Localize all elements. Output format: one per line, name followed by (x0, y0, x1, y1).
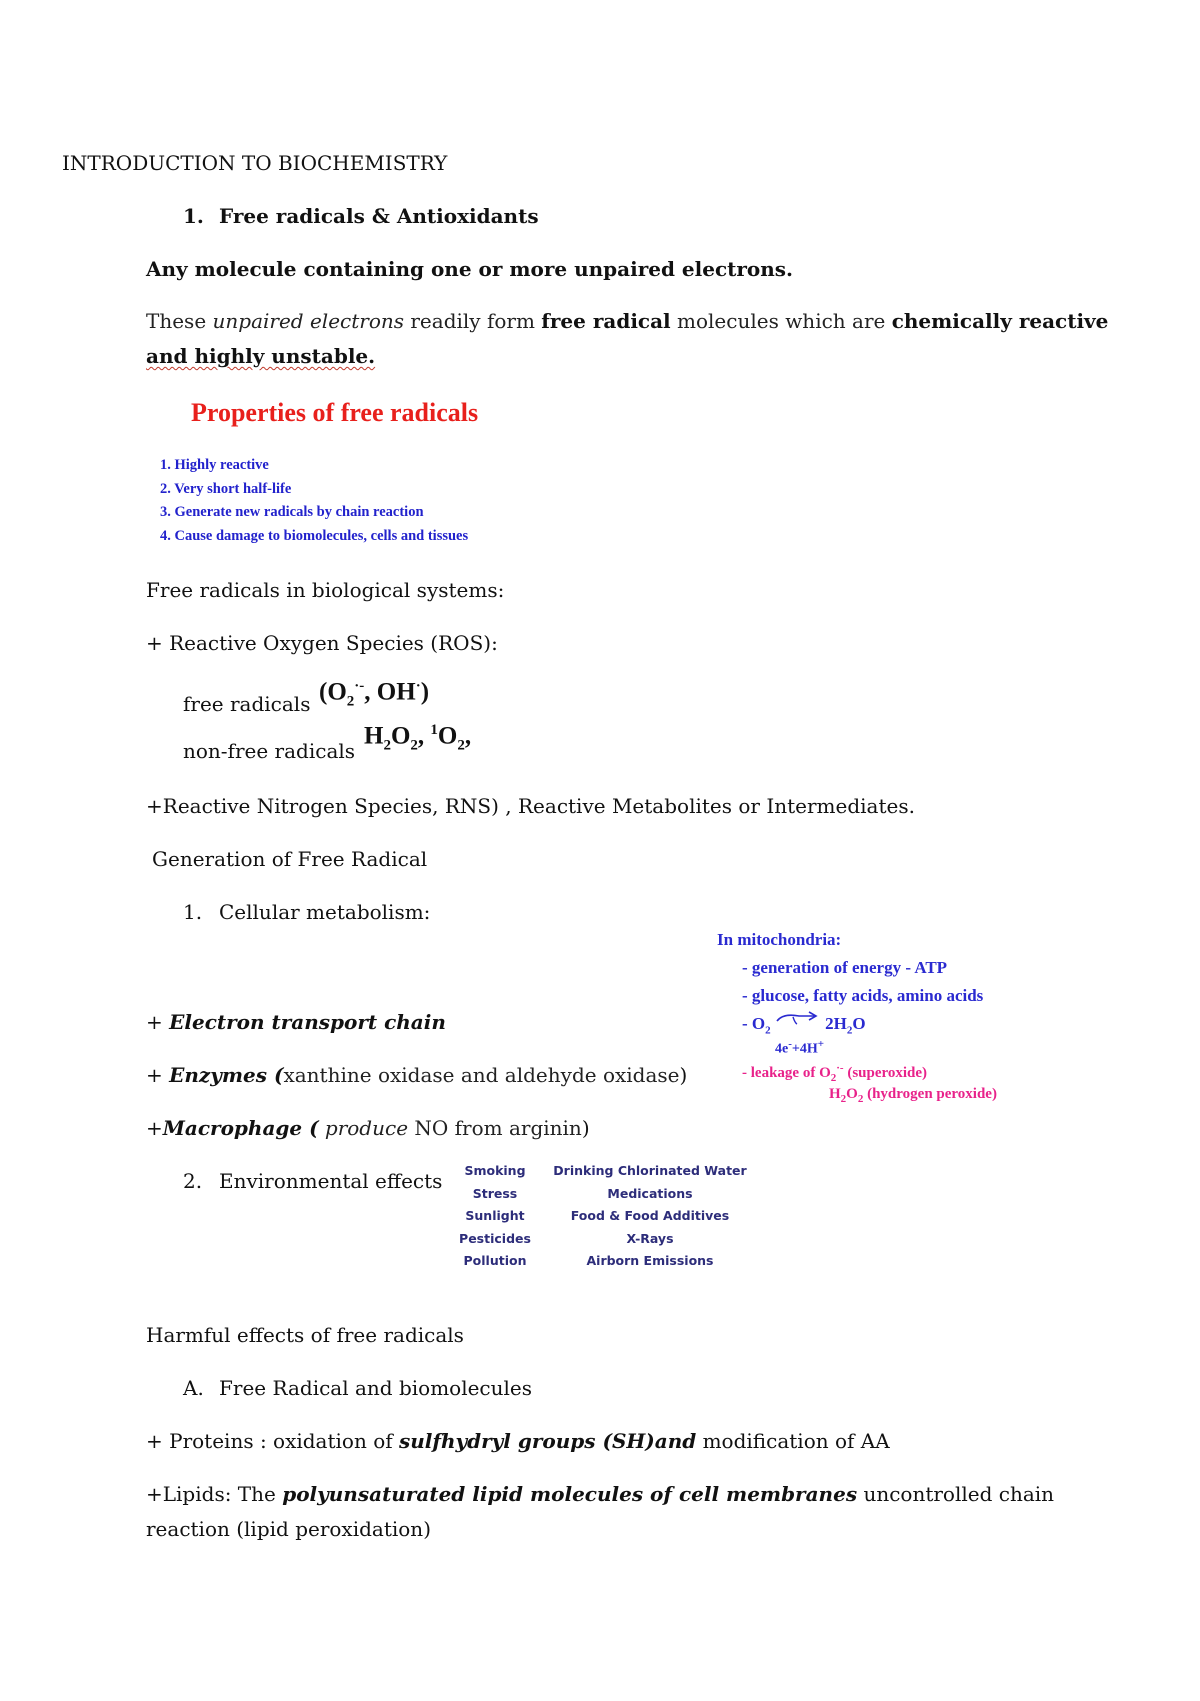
mito-line-peroxide: $H_2O_2$ (hydrogen peroxide) (829, 1086, 997, 1105)
lipids-line-2: reaction (lipid peroxidation) (146, 1517, 431, 1541)
non-free-radicals-label: non-free radicals (183, 739, 356, 763)
text-run: +Lipids: The (146, 1482, 283, 1506)
free-radicals-formula: ($O_2^{\cdot-}$, OH·) (319, 678, 430, 710)
item-label: Cellular metabolism: (219, 900, 431, 924)
text-run: 2H (825, 1014, 847, 1033)
text-run: + (146, 1063, 170, 1087)
text-run-bold-italic: sulfhydryl groups (SH)and (399, 1429, 697, 1453)
text-run: xanthine oxidase and aldehyde oxidase (283, 1063, 680, 1087)
properties-figure-title: Properties of free radicals (191, 398, 479, 427)
unpaired-paragraph-line-1 (146, 308, 1108, 334)
unpaired-paragraph-line-2: and highly unstable. (146, 344, 376, 368)
section-1-heading (183, 203, 539, 229)
text-run: readily form (404, 309, 542, 333)
generation-heading: Generation of Free Radical (152, 847, 428, 871)
biomolecules-heading (183, 1375, 532, 1401)
env-source: Stress (472, 1185, 518, 1201)
mito-line-substrates: - glucose, fatty acids, amino acids (742, 986, 984, 1005)
definition-text: Any molecule containing one or more unpaired electrons. (146, 257, 794, 281)
environmental-sources-right (548, 1160, 752, 1273)
text-run: + (146, 1010, 170, 1034)
text-run-bold-italic: Enzymes ( (169, 1063, 284, 1087)
properties-item: 1. Highly reactive (160, 457, 269, 473)
text-run: ) (581, 1116, 590, 1140)
env-source: Airborn Emissions (586, 1253, 714, 1268)
text-run: 4e (775, 1041, 789, 1057)
bio-systems-heading: Free radicals in biological systems: (146, 578, 505, 602)
text-run: + Proteins : oxidation of (146, 1429, 399, 1453)
enzymes-line (146, 1062, 687, 1088)
mito-line-leakage: - leakage of $O_2^{\cdot-}$ (superoxide) (742, 1062, 928, 1084)
section-1-label: Free radicals & Antioxidants (219, 204, 539, 228)
free-radicals-label: free radicals (183, 692, 311, 716)
text-run: NO from arginin (408, 1116, 582, 1140)
doc-title: INTRODUCTION TO BIOCHEMISTRY (62, 151, 448, 175)
text-run: - leakage of O (742, 1065, 831, 1081)
item-number: A. (183, 1376, 204, 1400)
text-run: +4H (791, 1041, 818, 1057)
cellular-metabolism-heading (183, 899, 430, 925)
rns-line: +Reactive Nitrogen Species, RNS) , Reactive Metabolites or Intermediates. (146, 794, 915, 818)
lipids-line-1 (146, 1481, 1054, 1507)
text-run: O (846, 1086, 858, 1102)
mito-line-energy: - generation of energy - ATP (742, 958, 948, 977)
text-run-bold: free radical (541, 309, 671, 333)
reaction-arrow-icon (775, 1010, 821, 1030)
text-run-bold-italic: polyunsaturated lipid molecules of cell membranes (282, 1482, 858, 1506)
etc-line (146, 1009, 446, 1035)
env-source: Pesticides (459, 1230, 531, 1246)
env-source: Drinking Chlorinated Water (553, 1163, 747, 1178)
env-source: Food & Food Additives (570, 1208, 730, 1223)
text-run: (hydrogen peroxide) (863, 1086, 997, 1102)
environmental-sources-left (455, 1160, 535, 1273)
macrophage-line (146, 1115, 590, 1141)
env-source: Medications (607, 1185, 693, 1201)
env-source: Pollution (463, 1253, 527, 1268)
mito-line-electrons: 4e-+4H+ (775, 1038, 825, 1057)
non-free-radicals-formula: $H_2O_2$, $^1O_2$, (364, 722, 472, 754)
section-1-number: 1. (183, 204, 204, 228)
env-source: X-Rays (626, 1230, 674, 1246)
text-run: H (829, 1086, 841, 1102)
text-run: These (146, 309, 213, 333)
properties-figure-list (160, 454, 468, 548)
properties-item: 3. Generate new radicals by chain reaction (160, 504, 424, 520)
text-run: - O (742, 1014, 766, 1033)
item-label: Environmental effects (219, 1169, 443, 1193)
text-run-italic: unpaired electrons (212, 309, 405, 333)
text-run: uncontrolled chain (857, 1482, 1055, 1506)
properties-item: 4. Cause damage to biomolecules, cells and tissues (160, 527, 469, 544)
harmful-effects-heading: Harmful effects of free radicals (146, 1323, 464, 1347)
text-run-bold-italic: Macrophage ( (162, 1116, 319, 1140)
text-run: molecules which are (670, 309, 892, 333)
env-source: Sunlight (465, 1208, 525, 1223)
text-run: ) (679, 1063, 688, 1087)
environmental-heading (183, 1168, 442, 1194)
text-run: O (852, 1014, 866, 1033)
text-run: + (146, 1116, 163, 1140)
text-run-bold-italic: Electron transport chain (169, 1010, 446, 1034)
item-label: Free Radical and biomolecules (219, 1376, 533, 1400)
item-number: 1. (183, 900, 203, 924)
proteins-line (146, 1428, 890, 1454)
text-run: modification of AA (696, 1429, 890, 1453)
text-run-italic: produce (318, 1116, 409, 1140)
item-number: 2. (183, 1169, 203, 1193)
env-source: Smoking (464, 1163, 526, 1178)
ros-heading: + Reactive Oxygen Species (ROS): (146, 631, 498, 655)
mito-line-reaction: - $O_2$ $2H_2O$ (742, 1014, 866, 1036)
text-run: (superoxide) (843, 1065, 928, 1081)
mito-title: In mitochondria: (717, 930, 842, 949)
properties-item: 2. Very short half-life (160, 480, 292, 497)
text-run-bold: chemically reactive (891, 309, 1109, 333)
